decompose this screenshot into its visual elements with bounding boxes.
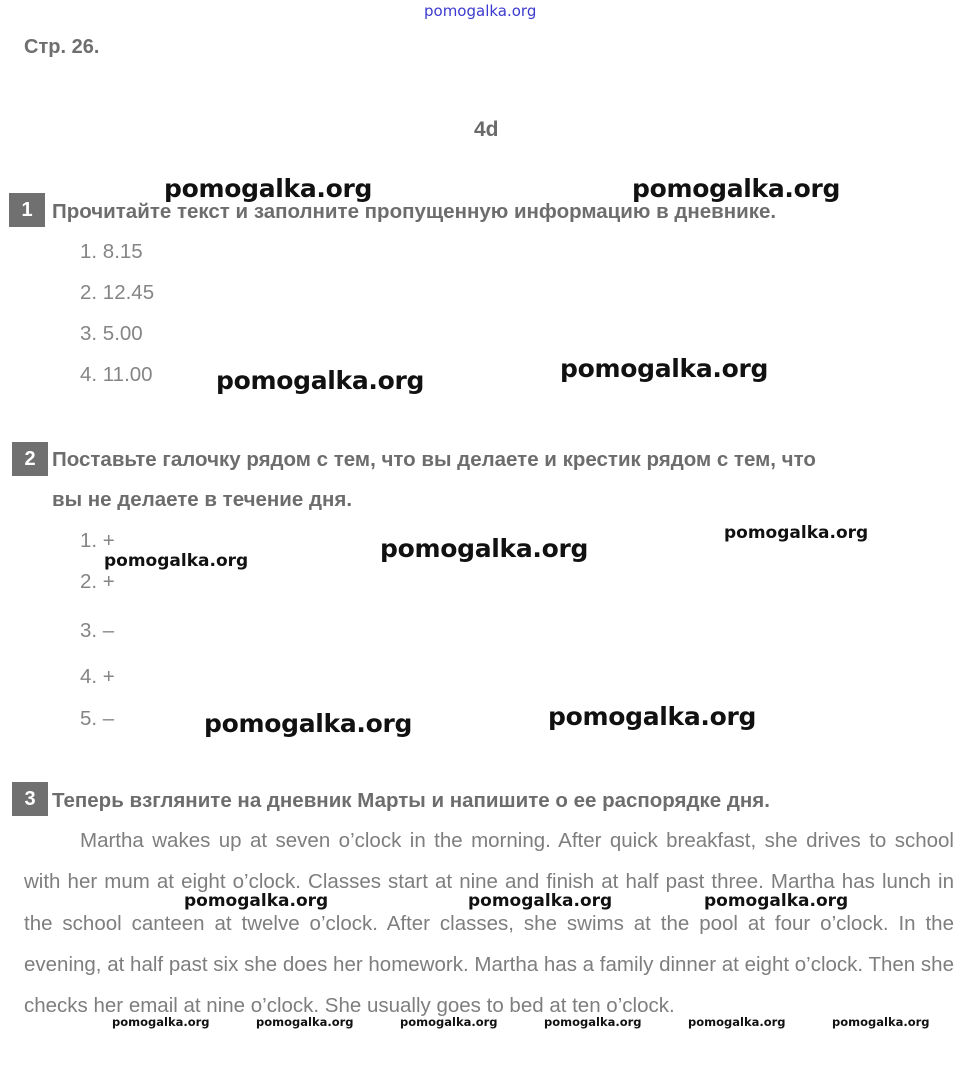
watermark: pomogalka.org bbox=[216, 366, 425, 395]
task-1-answer-1: 1. 8.15 bbox=[80, 240, 143, 263]
watermark: pomogalka.org bbox=[632, 174, 841, 203]
watermark: pomogalka.org bbox=[704, 891, 849, 911]
watermark: pomogalka.org bbox=[112, 1015, 210, 1029]
watermark: pomogalka.org bbox=[184, 891, 329, 911]
task-2-answer-3: 3. – bbox=[80, 619, 115, 642]
watermark: pomogalka.org bbox=[832, 1015, 930, 1029]
task-1-instruction: Прочитайте текст и заполните пропущенную информацию в дневнике. bbox=[52, 200, 777, 223]
watermark: pomogalka.org bbox=[724, 523, 869, 543]
task-1-answer-3: 3. 5.00 bbox=[80, 322, 143, 345]
watermark: pomogalka.org bbox=[400, 1015, 498, 1029]
watermark: pomogalka.org bbox=[256, 1015, 354, 1029]
page-reference: Стр. 26. bbox=[24, 36, 100, 58]
watermark: pomogalka.org bbox=[688, 1015, 786, 1029]
task-2-answer-4: 4. + bbox=[80, 665, 115, 688]
watermark: pomogalka.org bbox=[548, 702, 757, 731]
section-title: 4d bbox=[474, 118, 499, 141]
watermark: pomogalka.org bbox=[560, 354, 769, 383]
task-2-number-badge: 2 bbox=[12, 442, 48, 476]
task-2-answer-2: 2. + bbox=[80, 570, 115, 593]
watermark: pomogalka.org bbox=[468, 891, 613, 911]
watermark: pomogalka.org bbox=[164, 174, 373, 203]
task-1-answer-4: 4. 11.00 bbox=[80, 363, 153, 386]
task-1-answer-2: 2. 12.45 bbox=[80, 281, 155, 304]
task-3-answer-text: Martha wakes up at seven o’clock in the morning. After quick breakfast, she drives to school with her mum at eight o’clock. Classes start at nine and finish at half past three. Martha has lunch in the school canteen at twelve o’clock. After classes, she swims at the pool at four o’clock. In the evening, at half past six she does her homework. Martha has a family dinner at eight o’clock. Then she checks her email at nine o’clock. She usually goes to bed at ten o’clock. bbox=[24, 829, 954, 1018]
watermark: pomogalka.org bbox=[204, 709, 413, 738]
task-3-instruction: Теперь взгляните на дневник Марты и напишите о ее распорядке дня. bbox=[52, 789, 770, 812]
task-3-number-badge: 3 bbox=[12, 782, 48, 816]
task-2-instruction-line-1: Поставьте галочку рядом с тем, что вы делаете и крестик рядом с тем, что bbox=[52, 448, 816, 471]
task-1-number-badge: 1 bbox=[9, 193, 45, 227]
watermark: pomogalka.org bbox=[424, 2, 537, 20]
task-2-answer-1: 1. + bbox=[80, 529, 115, 552]
watermark: pomogalka.org bbox=[380, 534, 589, 563]
task-2-instruction-line-2: вы не делаете в течение дня. bbox=[52, 488, 353, 511]
task-2-answer-5: 5. – bbox=[80, 707, 115, 730]
watermark: pomogalka.org bbox=[104, 551, 249, 571]
watermark: pomogalka.org bbox=[544, 1015, 642, 1029]
